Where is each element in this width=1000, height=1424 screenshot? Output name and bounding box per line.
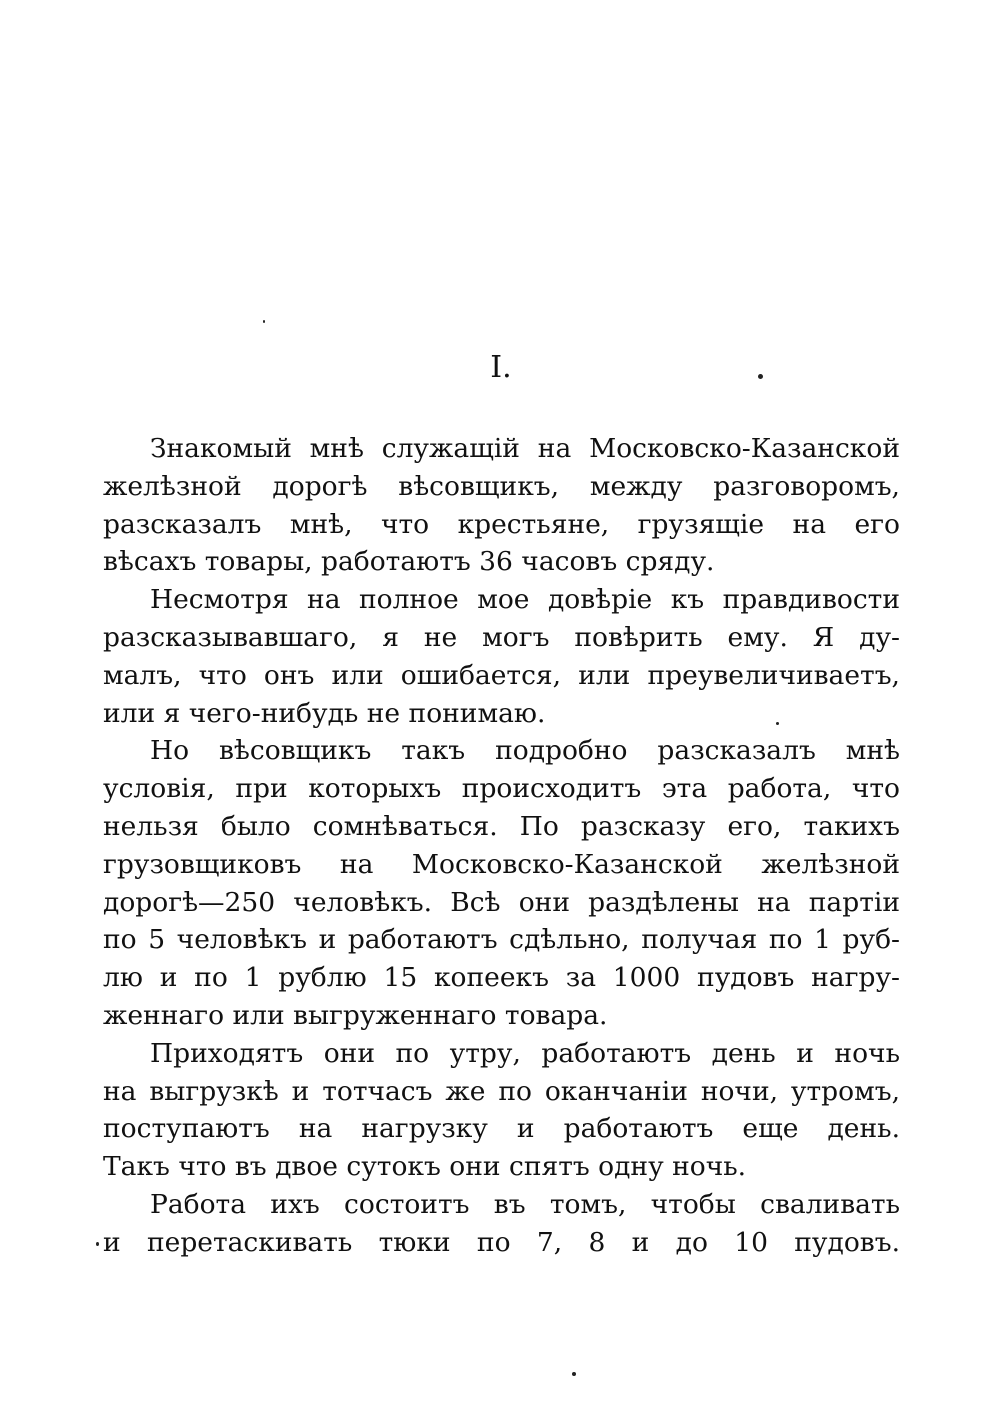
text-line: поступаютъ на нагрузку и работаютъ еще день. xyxy=(103,1113,900,1145)
text-line: грузовщиковъ на Московско-Казанской желѣзной xyxy=(103,848,900,880)
text-line: разсказалъ мнѣ, что крестьяне, грузящіе на его xyxy=(103,508,900,540)
scan-speck xyxy=(96,1242,99,1246)
text-line: по 5 человѣкъ и работаютъ сдѣльно, получая по 1 руб- xyxy=(103,924,900,956)
text-line: разсказывавшаго, я не могъ повѣрить ему. Я ду- xyxy=(103,621,900,653)
text-line: Такъ что въ двое сутокъ они спятъ одну ночь. xyxy=(103,1151,747,1183)
text-line: Работа ихъ состоитъ въ томъ, чтобы сваливать xyxy=(150,1188,900,1220)
text-line: малъ, что онъ или ошибается, или преувеличиваетъ, xyxy=(103,659,900,691)
scan-speck xyxy=(263,320,265,323)
text-line: вѣсахъ товары, работаютъ 36 часовъ сряду. xyxy=(103,546,715,578)
text-line: нельзя было сомнѣваться. По разсказу его, такихъ xyxy=(103,810,900,842)
scan-speck xyxy=(758,374,763,379)
text-line: женнаго или выгруженнаго товара. xyxy=(103,999,608,1031)
text-line: на выгрузкѣ и тотчасъ же по оканчаніи ночи, утромъ, xyxy=(103,1075,900,1107)
text-line: дорогѣ—250 человѣкъ. Всѣ они раздѣлены на партіи xyxy=(103,886,900,918)
text-line: Но вѣсовщикъ такъ подробно разсказалъ мнѣ xyxy=(150,735,900,767)
text-line: лю и по 1 рублю 15 копеекъ за 1000 пудовъ нагру- xyxy=(103,962,900,994)
text-line: и перетаскивать тюки по 7, 8 и до 10 пудовъ. xyxy=(103,1226,900,1258)
text-line: Приходятъ они по утру, работаютъ день и ночь xyxy=(150,1037,900,1069)
text-line: Знакомый мнѣ служащій на Московско-Казанской xyxy=(150,433,900,464)
text-line: желѣзной дорогѣ вѣсовщикъ, между разговоромъ, xyxy=(103,470,900,502)
text-line: или я чего-нибудь не понимаю. xyxy=(103,697,546,729)
scan-speck xyxy=(776,722,779,725)
text-line: Несмотря на полное мое довѣріе къ правдивости xyxy=(150,584,900,616)
body-text xyxy=(103,430,900,1262)
text-line: условія, при которыхъ происходитъ эта работа, что xyxy=(103,773,900,805)
chapter-number: I. xyxy=(490,350,512,385)
scan-speck xyxy=(572,1372,576,1376)
